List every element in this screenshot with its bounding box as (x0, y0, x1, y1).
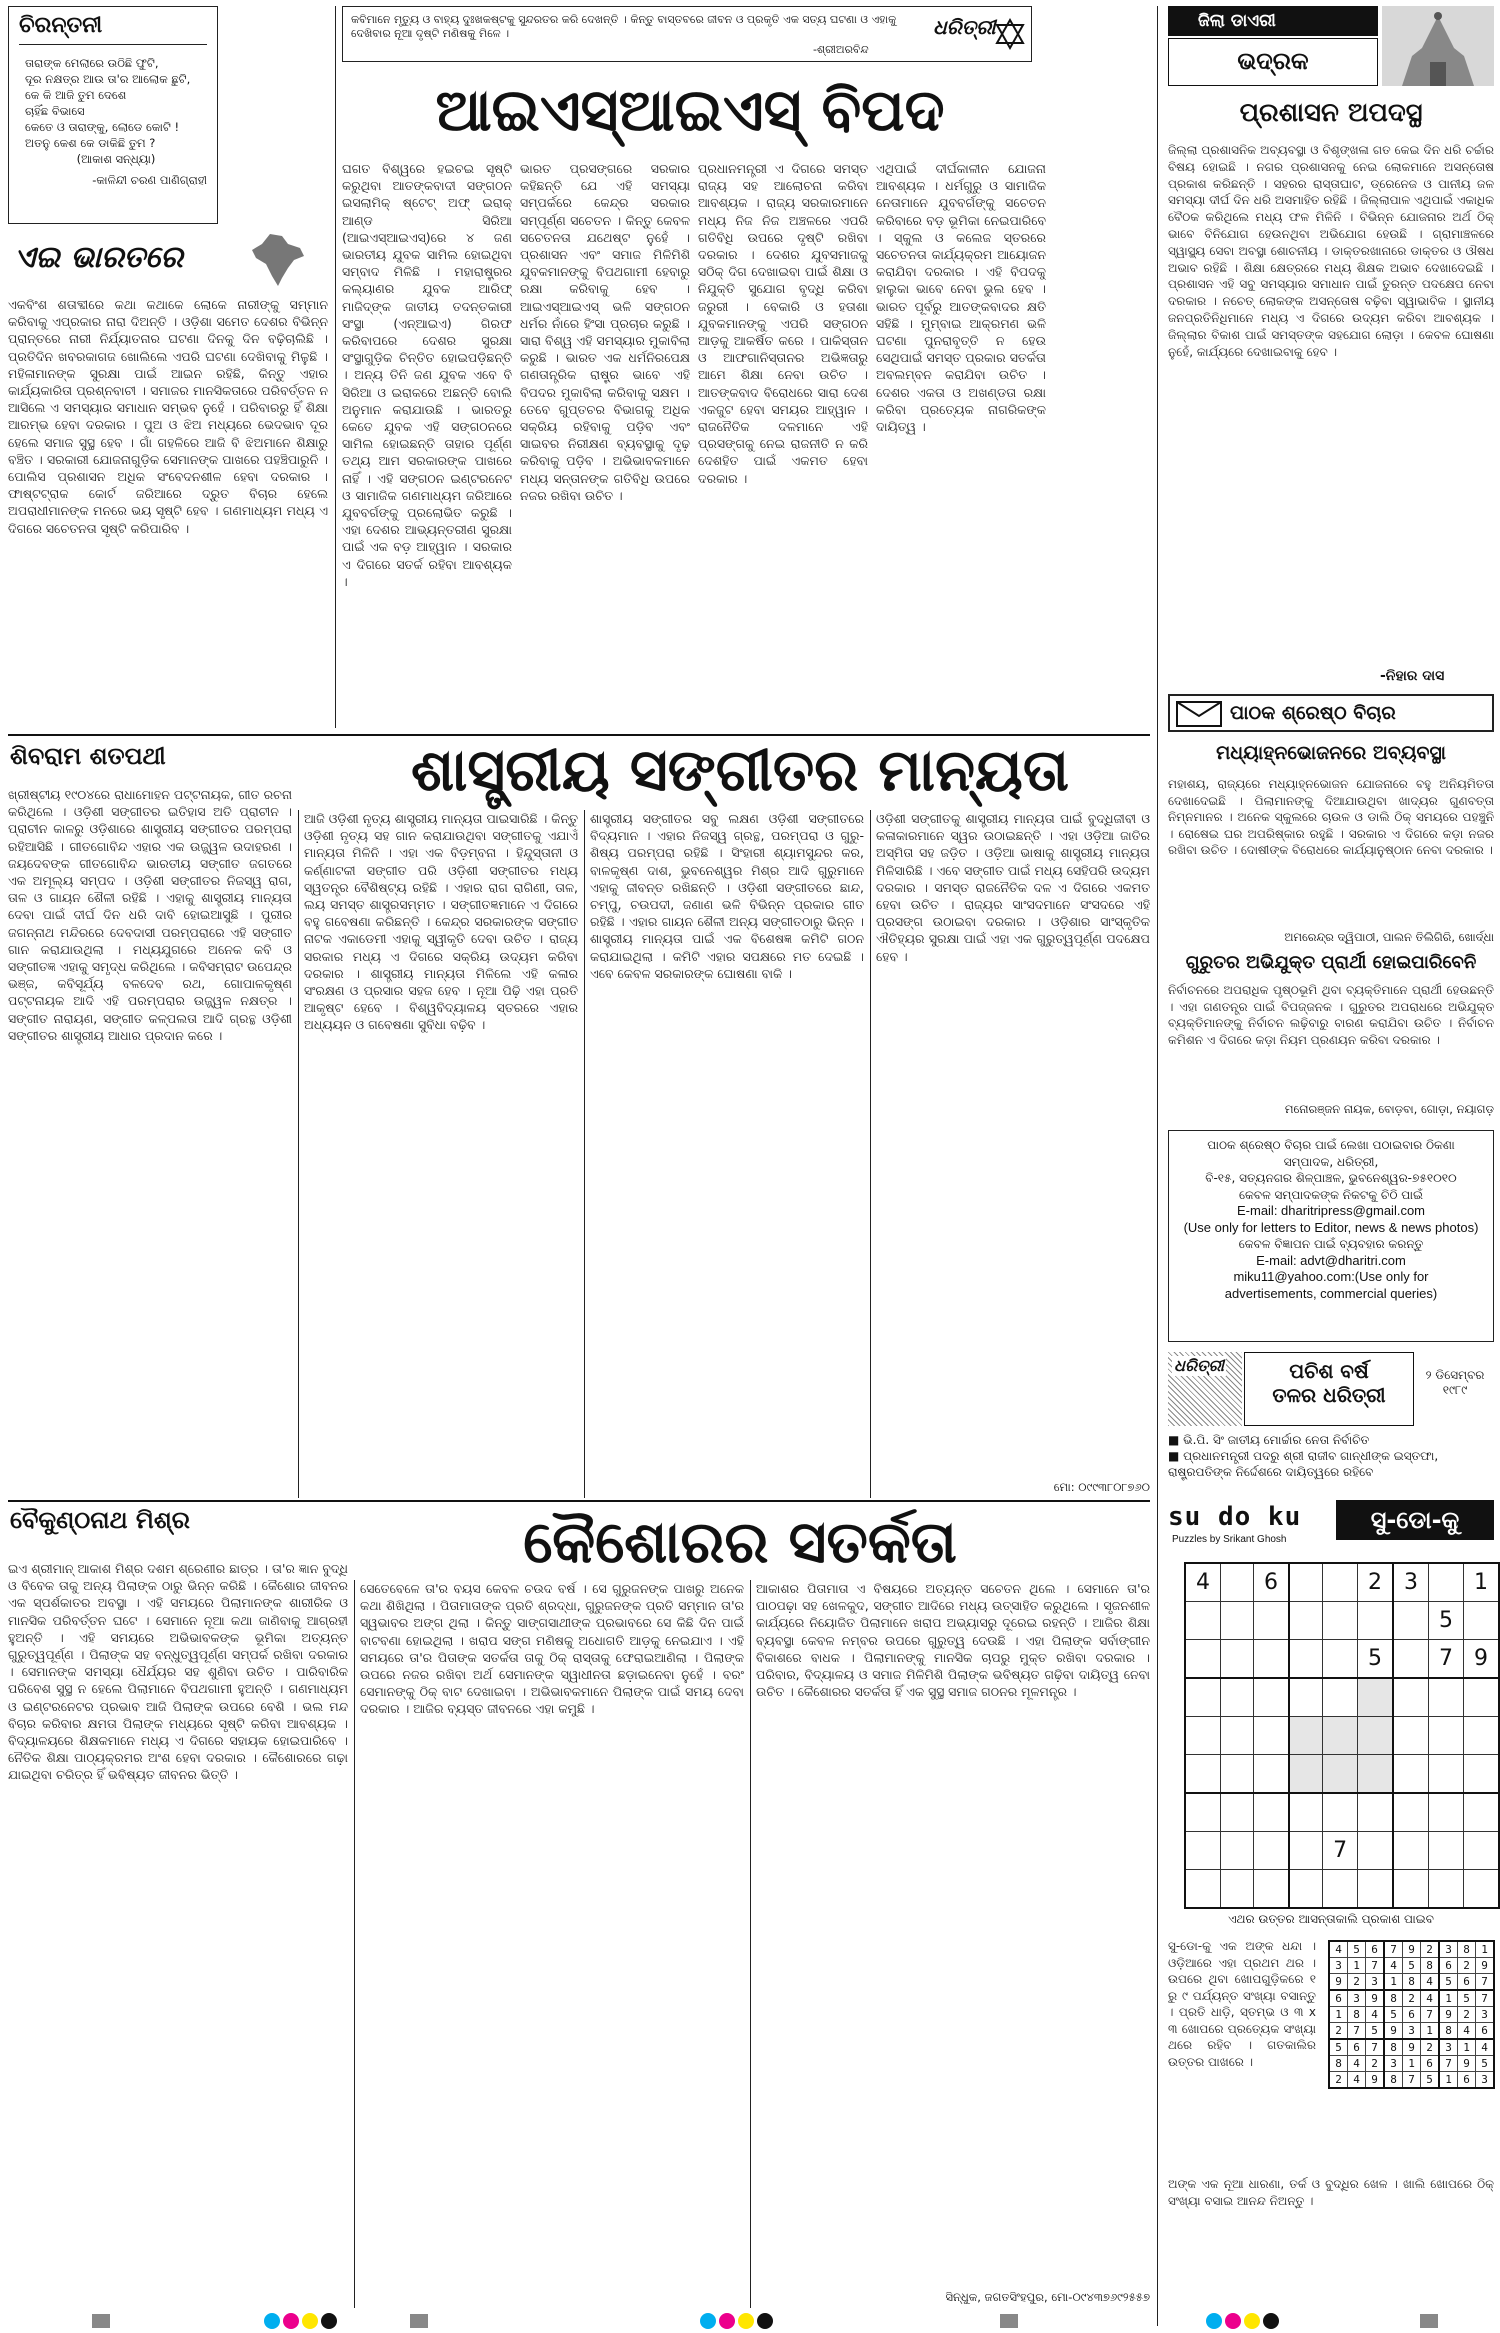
solution-cell: 8 (1403, 1974, 1421, 1991)
solution-cell: 3 (1439, 2039, 1458, 2056)
print-mark-gray (1000, 2314, 1018, 2328)
contact-email[interactable]: E-mail: dharitripress@gmail.com (1236, 1203, 1426, 1218)
sudoku-cell[interactable] (1289, 1793, 1323, 1832)
registration-black (321, 2313, 337, 2329)
sudoku-cell[interactable] (1254, 1755, 1289, 1794)
sudoku-cell[interactable] (1289, 1602, 1323, 1640)
registration-cyan (264, 2313, 280, 2329)
solution-cell: 8 (1421, 1958, 1440, 1974)
article2-footer: ମୋ: ୦୯୯୩୮୦୮୭୬୦ (1053, 1480, 1150, 1494)
sudoku-cell[interactable] (1254, 1640, 1289, 1679)
solution-cell: 6 (1458, 1974, 1476, 1991)
column-rule (750, 1580, 751, 2308)
district-body: ଜିଲ୍ଲା ପ୍ରଶାସନିକ ଅବ୍ୟବସ୍ଥା ଓ ବିଶୃଙ୍ଖଳା ଗତ କେଇ ଦିନ ଧରି ଚର୍ଚ୍ଚାର ବିଷୟ ହୋଇଛି । ନଗର ପ୍ରଶାସନକୁ ନେଇ ଲୋକମାନେ ଅସନ୍ତୋଷ ପ୍ରକାଶ କରିଛନ୍ତି । ସହରର ରାସ୍ତାଘାଟ, ଡ୍ରେନେଜ ଓ ପାନୀୟ ଜଳ ସମସ୍ୟା ଦୀର୍ଘ ଦିନ ଧରି ଅସମାହିତ ରହିଛି । ଜିଲ୍ଲାପାଳ ଏଥିପାଇଁ ଏକାଧିକ ବୈଠକ କରିଥିଲେ ମଧ୍ୟ ଫଳ ମିଳିନି । ବିଭିନ୍ନ ଯୋଜନାର ଅର୍ଥ ଠିକ୍ ଭାବେ ବିନିଯୋଗ ହେଉନଥିବା ଅଭିଯୋଗ ହେଉଛି । ଗ୍ରାମାଞ୍ଚଳରେ ସ୍ୱାସ୍ଥ୍ୟ ସେବା ଅବସ୍ଥା ଶୋଚନୀୟ । ଡାକ୍ତରଖାନାରେ ଡାକ୍ତର ଓ ଔଷଧ ଅଭାବ ରହିଛି । ଶିକ୍ଷା କ୍ଷେତ୍ରରେ ମଧ୍ୟ ଶିକ୍ଷକ ଅଭାବ ଦେଖାଦେଇଛି । ପ୍ରଶାସନ ଏହି ସବୁ ସମସ୍ୟାର ସମାଧାନ ପାଇଁ ତୁରନ୍ତ ପଦକ୍ଷେପ ନେବା ଦରକାର । ନଚେତ୍ ଲୋକଙ୍କ ଅସନ୍ତୋଷ ବଢ଼ିବା ସ୍ୱାଭାବିକ । ସ୍ଥାନୀୟ ଜନପ୍ରତିନିଧିମାନେ ମଧ୍ୟ ଏ ଦିଗରେ ଉଦ୍ୟମ କରିବା ଆବଶ୍ୟକ । ଜିଲ୍ଲାର ବିକାଶ ପାଇଁ ସମସ୍ତଙ୍କ ସହଯୋଗ ଲୋଡ଼ା । କେବଳ ଘୋଷଣା ନୁହେଁ, କାର୍ଯ୍ୟରେ ଦେଖାଇବାକୁ ହେବ । (1168, 143, 1494, 359)
archive-box (1168, 1352, 1494, 1426)
solution-cell: 2 (1421, 1941, 1440, 1958)
sudoku-row (1185, 1602, 1499, 1640)
sudoku-cell[interactable] (1393, 1755, 1428, 1794)
sudoku-cell[interactable] (1220, 1755, 1253, 1794)
sudoku-cell[interactable]: 5 (1428, 1602, 1463, 1640)
sudoku-cell[interactable] (1428, 1563, 1463, 1602)
sudoku-footer: ଅଙ୍କ ଏକ ନୂଆ ଧାରଣା, ତର୍କ ଓ ବୁଦ୍ଧିର ଖେଳ । ଖାଲି ଖୋପରେ ଠିକ୍ ସଂଖ୍ୟା ବସାଇ ଆନନ୍ଦ ନିଅନ୍ତୁ । (1168, 2177, 1494, 2208)
sudoku-cell[interactable] (1428, 1755, 1463, 1794)
sudoku-cell[interactable] (1358, 1870, 1393, 1909)
solution-row (1329, 1974, 1494, 1991)
column-rule (298, 810, 299, 1498)
solution-cell: 7 (1384, 1941, 1403, 1958)
solution-cell: 9 (1476, 1958, 1495, 1974)
solution-cell: 7 (1403, 2072, 1421, 2089)
sudoku-caption: ଏଥର ଉତ୍ତର ଆସନ୍ତାକାଲି ପ୍ରକାଶ ପାଇବ (1228, 1912, 1434, 1926)
sudoku-cell[interactable]: 2 (1358, 1563, 1393, 1602)
sudoku-cell[interactable] (1463, 1717, 1499, 1755)
solution-cell: 2 (1403, 1990, 1421, 2007)
letter2-body: ନିର୍ବାଚନରେ ଅପରାଧିକ ପୃଷ୍ଠଭୂମି ଥିବା ବ୍ୟକ୍ତିମାନେ ପ୍ରାର୍ଥୀ ହେଉଛନ୍ତି । ଏହା ଗଣତନ୍ତ୍ର ପାଇଁ ବିପଜ୍ଜନକ । ଗୁରୁତର ଅପରାଧରେ ଅଭିଯୁକ୍ତ ବ୍ୟକ୍ତିମାନଙ୍କୁ ନିର୍ବାଚନ ଲଢ଼ିବାରୁ ବାରଣ କରାଯିବା ଉଚିତ । ନିର୍ବାଚନ କମିଶନ ଏ ଦିଗରେ କଡ଼ା ନିୟମ ପ୍ରଣୟନ କରିବା ଦରକାର । (1168, 983, 1494, 1047)
archive-title-box (1244, 1352, 1414, 1426)
sudoku-cell[interactable] (1463, 1602, 1499, 1640)
contact-line: ସମ୍ପାଦକ, ଧରିତ୍ରୀ, (1283, 1154, 1379, 1169)
contact-line: ବି-୧୫, ସତ୍ୟନଗର ଶିଳ୍ପାଞ୍ଚଳ, ଭୁବନେଶ୍ୱର-୭୫୧୦୧୦ (1205, 1171, 1457, 1185)
contact-box (1168, 1130, 1494, 1342)
letter1-author: ଅମରେନ୍ଦ୍ର ଦ୍ୱିପାଠୀ, ପାଲନ ତିଲିଗିରି, ଖୋର୍ଦ୍ଧା (1284, 930, 1494, 944)
sudoku-cell[interactable] (1358, 1793, 1393, 1832)
sudoku-cell[interactable] (1185, 1678, 1220, 1717)
sudoku-cell[interactable] (1358, 1678, 1393, 1717)
registration-magenta (1225, 2313, 1241, 2329)
sudoku-cell[interactable]: 5 (1358, 1640, 1393, 1679)
district-author: -ନିହାର ଦାସ (1380, 668, 1445, 684)
sudoku-cell[interactable]: 7 (1323, 1832, 1358, 1870)
solution-cell: 6 (1458, 2072, 1476, 2089)
sudoku-cell[interactable] (1254, 1832, 1289, 1870)
sudoku-cell[interactable]: 4 (1185, 1563, 1220, 1602)
sudoku-cell[interactable]: 1 (1463, 1563, 1499, 1602)
solution-cell: 6 (1421, 2056, 1440, 2072)
sudoku-cell[interactable] (1185, 1832, 1220, 1870)
solution-cell: 9 (1366, 2072, 1385, 2089)
article1-headline: ଆଇଏସ୍ଆଇଏସ୍ ବିପଦ (435, 76, 945, 144)
article2-col2: ଆଜି ଓଡ଼ିଶୀ ନୃତ୍ୟ ଶାସ୍ତ୍ରୀୟ ମାନ୍ୟତା ପାଇସାରିଛି । କିନ୍ତୁ ଓଡ଼ିଶୀ ନୃତ୍ୟ ସହ ଗାନ କରାଯାଉଥିବା ସଙ୍ଗୀତକୁ ଏଯାଏଁ ମାନ୍ୟତା ମିଳିନି । ଏହା ଏକ ବିଡ଼ମ୍ବନା । ହିନ୍ଦୁସ୍ତାନୀ ଓ କର୍ଣ୍ଣାଟକୀ ସଙ୍ଗୀତ ପରି ଓଡ଼ିଶୀ ସଙ୍ଗୀତର ମଧ୍ୟ ସ୍ୱତନ୍ତ୍ର ବୈଶିଷ୍ଟ୍ୟ ରହିଛି । ଏହାର ରାଗ ରାଗିଣୀ, ତାଳ, ଲୟ ସମସ୍ତ ଶାସ୍ତ୍ରସମ୍ମତ । ସଙ୍ଗୀତଜ୍ଞମାନେ ଏ ଦିଗରେ ବହୁ ଗବେଷଣା କରିଛନ୍ତି । କେନ୍ଦ୍ର ସରକାରଙ୍କ ସଙ୍ଗୀତ ନାଟକ ଏକାଡେମୀ ଏହାକୁ ସ୍ୱୀକୃତି ଦେବା ଉଚିତ । ରାଜ୍ୟ ସରକାର ମଧ୍ୟ ଏ ଦିଗରେ ସକ୍ରିୟ ଉଦ୍ୟମ କରିବା ଦରକାର । ଶାସ୍ତ୍ରୀୟ ମାନ୍ୟତା ମିଳିଲେ ଏହି କଳାର ସଂରକ୍ଷଣ ଓ ପ୍ରସାର ସହଜ ହେବ । ନୂଆ ପିଢ଼ି ଏହା ପ୍ରତି ଆକୃଷ୍ଟ ହେବେ । ବିଶ୍ୱବିଦ୍ୟାଳୟ ସ୍ତରରେ ଏହାର ଅଧ୍ୟୟନ ଓ ଗବେଷଣା ସୁବିଧା ବଢ଼ିବ । (304, 811, 578, 1033)
article3-headline: କୈଶୋରର ସତର୍କତା (523, 1508, 957, 1576)
solution-row (1329, 2023, 1494, 2040)
sudoku-cell[interactable] (1289, 1640, 1323, 1679)
sudoku-cell[interactable]: 7 (1428, 1640, 1463, 1679)
sudoku-cell[interactable] (1323, 1640, 1358, 1679)
solution-cell: 2 (1458, 2007, 1476, 2023)
solution-cell: 4 (1348, 2056, 1366, 2072)
column-rule (1157, 6, 1158, 2326)
poem-line: ଅତନୁ କେଶ କେ ଡାକିଛି ତୁମ ? (25, 136, 156, 150)
sudoku-cell[interactable] (1254, 1870, 1289, 1909)
sudoku-rules: ସୁ-ଡୋ-କୁ ଏକ ଅଙ୍କ ଧନ୍ଦା । ଓଡ଼ିଆରେ ଏହା ପ୍ରଥମ ଥର । ଉପରେ ଥିବା ଖୋପଗୁଡ଼ିକରେ ୧ ରୁ ୯ ପର୍ଯ୍ୟନ୍ତ ସଂଖ୍ୟା ବସାନ୍ତୁ । ପ୍ରତି ଧାଡ଼ି, ସ୍ତମ୍ଭ ଓ ୩ x ୩ ଖୋପରେ ପ୍ରତ୍ୟେକ ସଂଖ୍ୟା ଥରେ ରହିବ । ଗତକାଲିର ଉତ୍ତର ପାଖରେ । (1168, 1939, 1316, 2069)
archive-item (1168, 1432, 1494, 1480)
registration-cyan (1206, 2313, 1222, 2329)
solution-cell: 5 (1366, 2023, 1385, 2040)
contact-line: ପାଠକ ଶ୍ରେଷ୍ଠ ବିଚାର ପାଇଁ ଲେଖା ପଠାଇବାର ଠିକଣା (1207, 1138, 1455, 1152)
solution-cell: 1 (1439, 1990, 1458, 2007)
sudoku-cell[interactable] (1463, 1793, 1499, 1832)
sudoku-cell[interactable] (1428, 1832, 1463, 1870)
solution-cell: 1 (1403, 2056, 1421, 2072)
archive-logo: ଧରିତ୍ରୀ (1174, 1356, 1224, 1375)
solution-row (1329, 1990, 1494, 2007)
sudoku-cell[interactable] (1323, 1717, 1358, 1755)
contact-email[interactable]: miku11@yahoo.com:(Use only for (1233, 1269, 1429, 1284)
solution-cell: 5 (1329, 2039, 1348, 2056)
sudoku-row (1185, 1640, 1499, 1679)
solution-cell: 4 (1384, 1958, 1403, 1974)
sudoku-cell[interactable] (1220, 1793, 1253, 1832)
sudoku-cell[interactable] (1323, 1563, 1358, 1602)
sudoku-cell[interactable] (1289, 1563, 1323, 1602)
archive-date: ୨ ଡିସେମ୍ବର ୧୯୮୯ (1425, 1368, 1485, 1397)
sudoku-cell[interactable] (1185, 1793, 1220, 1832)
solution-cell: 6 (1366, 1941, 1385, 1958)
solution-cell: 3 (1329, 1958, 1348, 1974)
solution-cell: 3 (1366, 1974, 1385, 1991)
solution-cell: 3 (1476, 2072, 1495, 2089)
solution-cell: 4 (1366, 2007, 1385, 2023)
sudoku-cell[interactable] (1220, 1832, 1253, 1870)
solution-cell: 9 (1458, 2056, 1476, 2072)
star-emblem-icon (993, 17, 1027, 51)
archive-item-text: ପ୍ରଧାନମନ୍ତ୍ରୀ ପଦରୁ ଶ୍ରୀ ରାଜୀବ ଗାନ୍ଧୀଙ୍କ ଇସ୍ତଫା, ରାଷ୍ଟ୍ରପତିଙ୍କ ନିର୍ଦ୍ଦେଶରେ ଦାୟିତ୍ୱରେ ରହିବେ (1168, 1449, 1439, 1479)
contact-email[interactable]: E-mail: advt@dharitri.com (1256, 1252, 1406, 1268)
article3-footer: ସିନ୍ଧୁକ, ଜଗତସିଂହପୁର, ମୋ-୦୯୪୩୭୬୯୨୫୫୭ (945, 2290, 1150, 2304)
solution-row (1329, 2007, 1494, 2023)
solution-cell: 1 (1458, 2039, 1476, 2056)
sudoku-cell[interactable] (1463, 1755, 1499, 1794)
solution-row (1329, 1958, 1494, 1974)
sudoku-cell[interactable] (1185, 1640, 1220, 1679)
article1-col1: ଘଗତ ବିଶ୍ୱରେ ହଇଚଇ ସୃଷ୍ଟି କରୁଥିବା ଆତଙ୍କବାଦୀ ସଙ୍ଗଠନ ଇସଲାମିକ୍ ଷ୍ଟେଟ୍ ଅଫ୍ ଇରାକ୍ ଆଣ୍ଡ ସିରିଆ (ଆଇଏସ୍ଆଇଏସ୍)ରେ ୪ ଜଣ ଭାରତୀୟ ଯୁବକ ସାମିଲ ହୋଇଥିବା ସମ୍ବାଦ ମିଳିଛି । ମହାରାଷ୍ଟ୍ରର କଲ୍ୟାଣର ଯୁବକ ଆରିଫ୍ ମାଜିଦ୍‌ଙ୍କ ଜାତୀୟ ତଦନ୍ତକାରୀ ସଂସ୍ଥା (ଏନ୍ଆଇଏ) ଗିରଫ କରିବାପରେ ଦେଶର ସୁରକ୍ଷା ସଂସ୍ଥାଗୁଡ଼ିକ ଚିନ୍ତିତ ହୋଇପଡ଼ିଛନ୍ତି । ଅନ୍ୟ ତିନି ଜଣ ଯୁବକ ଏବେ ବି ସିରିଆ ଓ ଇରାକରେ ଅଛନ୍ତି ବୋଲି ଅନୁମାନ କରାଯାଉଛି । ଭାରତରୁ କେତେ ଯୁବକ ଏହି ସଙ୍ଗଠନରେ ସାମିଲ ହୋଇଛନ୍ତି ତାହାର ପୂର୍ଣ୍ଣ ତଥ୍ୟ ଆମ ସରକାରଙ୍କ ପାଖରେ ନାହିଁ । ଏହି ସଙ୍ଗଠନ ଇଣ୍ଟରନେଟ ଓ ସାମାଜିକ ଗଣମାଧ୍ୟମ ଜରିଆରେ ଯୁବବର୍ଗଙ୍କୁ ପ୍ରଲୋଭିତ କରୁଛି । ଏହା ଦେଶର ଆଭ୍ୟନ୍ତରୀଣ ସୁରକ୍ଷା ପାଇଁ ଏକ ବଡ଼ ଆହ୍ୱାନ । ସରକାର ଏ ଦିଗରେ ସତର୍କ ରହିବା ଆବଶ୍ୟକ । (342, 161, 512, 589)
sudoku-cell[interactable] (1428, 1793, 1463, 1832)
solution-row (1329, 2056, 1494, 2072)
sudoku-logo-en: su do ku (1168, 1502, 1302, 1532)
registration-yellow (1244, 2313, 1260, 2329)
poem-author: -କାଳିନ୍ଦୀ ଚରଣ ପାଣିଗ୍ରାହୀ (92, 173, 207, 187)
registration-black (757, 2313, 773, 2329)
column-rule (335, 6, 336, 728)
sudoku-row (1185, 1755, 1499, 1794)
registration-black (1263, 2313, 1279, 2329)
sudoku-cell[interactable] (1393, 1832, 1428, 1870)
sudoku-cell[interactable] (1428, 1678, 1463, 1717)
column-rule (584, 810, 585, 1498)
letter1-body: ମହାଶୟ, ରାଜ୍ୟରେ ମଧ୍ୟାହ୍ନଭୋଜନ ଯୋଜନାରେ ବହୁ ଅନିୟମିତତା ଦେଖାଦେଇଛି । ପିଲାମାନଙ୍କୁ ଦିଆଯାଉଥିବା ଖାଦ୍ୟର ଗୁଣବତ୍ତା ନିମ୍ନମାନର । ଅନେକ ସ୍କୁଲରେ ଚାଉଳ ଓ ଡାଲି ଠିକ୍ ସମୟରେ ପହଞ୍ଚୁନି । ରୋଷେଇ ଘର ଅପରିଷ୍କାର ରହୁଛି । ସରକାର ଏ ଦିଗରେ କଡ଼ା ନଜର ରଖିବା ଉଚିତ । ଦୋଷୀଙ୍କ ବିରୋଧରେ କାର୍ଯ୍ୟାନୁଷ୍ଠାନ ନେବା ଦରକାର । (1168, 777, 1494, 857)
solution-cell: 6 (1329, 1990, 1348, 2007)
solution-cell: 5 (1403, 1958, 1421, 1974)
sudoku-credit: Puzzles by Srikant Ghosh (1172, 1534, 1287, 1545)
top-quote-author: -ଶ୍ରୀଅରବିନ୍ଦ (813, 43, 869, 56)
ebharat-header (8, 232, 328, 292)
sudoku-cell[interactable] (1393, 1717, 1428, 1755)
sudoku-cell[interactable] (1220, 1717, 1253, 1755)
solution-cell: 6 (1439, 1958, 1458, 1974)
sudoku-solution-grid (1328, 1940, 1495, 2089)
sudoku-cell[interactable] (1220, 1563, 1253, 1602)
sudoku-logo-or: ସୁ-ଡୋ-କୁ (1336, 1500, 1494, 1540)
solution-cell: 1 (1384, 1974, 1403, 1991)
letter2-author: ମନୋରଞ୍ଜନ ନାୟକ, ବୋଡ଼ବା, ଗୋଡ଼ା, ନୟାଗଡ଼ (1284, 1102, 1494, 1116)
solution-cell: 2 (1348, 1974, 1366, 1991)
solution-cell: 2 (1421, 2039, 1440, 2056)
contact-line: କେବଳ ସମ୍ପାଦକଙ୍କ ନିକଟକୁ ଚିଠି ପାଇଁ (1239, 1187, 1423, 1202)
article2-headline: ଶାସ୍ତ୍ରୀୟ ସଙ୍ଗୀତର ମାନ୍ୟତା (411, 736, 1069, 804)
ebharat-title: ଏଇ ଭାରତରେ (14, 240, 183, 275)
solution-cell: 4 (1329, 1941, 1348, 1958)
sudoku-row (1185, 1563, 1499, 1602)
solution-cell: 7 (1476, 1974, 1495, 1991)
poem-title: ଚିରନ୍ତନୀ (19, 13, 207, 45)
solution-cell: 1 (1329, 2007, 1348, 2023)
sudoku-cell[interactable] (1463, 1870, 1499, 1909)
solution-cell: 2 (1366, 2056, 1385, 2072)
article2-col4: ଓଡ଼ିଶୀ ସଙ୍ଗୀତକୁ ଶାସ୍ତ୍ରୀୟ ମାନ୍ୟତା ପାଇଁ ବୁଦ୍ଧିଜୀବୀ ଓ କଳାକାରମାନେ ସ୍ୱର ଉଠାଇଛନ୍ତି । ଏହା ଓଡ଼ିଆ ଜାତିର ଅସ୍ମିତା ସହ ଜଡ଼ିତ । ଓଡ଼ିଆ ଭାଷାକୁ ଶାସ୍ତ୍ରୀୟ ମାନ୍ୟତା ମିଳିସାରିଛି । ଏବେ ସଙ୍ଗୀତ ପାଇଁ ମଧ୍ୟ ସେହିପରି ଉଦ୍ୟମ ଦରକାର । ସମସ୍ତ ରାଜନୈତିକ ଦଳ ଏ ଦିଗରେ ଏକମତ ହେବା ଉଚିତ । ରାଜ୍ୟର ସାଂସଦମାନେ ସଂସଦରେ ଏହି ପ୍ରସଙ୍ଗ ଉଠାଇବା ଦରକାର । ଓଡ଼ିଶାର ସାଂସ୍କୃତିକ ଐତିହ୍ୟର ସୁରକ୍ଷା ପାଇଁ ଏହା ଏକ ଗୁରୁତ୍ୱପୂର୍ଣ୍ଣ ପଦକ୍ଷେପ ହେବ । (876, 811, 1150, 964)
registration-yellow (302, 2313, 318, 2329)
archive-title2: ତଳର ଧରିତ୍ରୀ (1272, 1383, 1386, 1407)
sudoku-cell[interactable] (1254, 1602, 1289, 1640)
district-diary-label-text: ଜିଲା ଡାଏରୀ (1198, 11, 1276, 31)
registration-yellow (738, 2313, 754, 2329)
solution-cell: 9 (1366, 1990, 1385, 2007)
sudoku-cell[interactable] (1185, 1870, 1220, 1909)
solution-cell: 4 (1421, 1990, 1440, 2007)
solution-cell: 7 (1366, 1958, 1385, 1974)
district-name-box (1168, 38, 1378, 86)
solution-cell: 8 (1439, 2023, 1458, 2040)
column-rule (870, 810, 871, 1498)
solution-cell: 9 (1403, 2039, 1421, 2056)
solution-cell: 3 (1439, 1941, 1458, 1958)
column-rule (354, 1580, 355, 2308)
sudoku-cell[interactable] (1289, 1870, 1323, 1909)
sudoku-cell[interactable] (1289, 1832, 1323, 1870)
solution-cell: 7 (1366, 2039, 1385, 2056)
solution-cell: 2 (1329, 2072, 1348, 2089)
district-name: ଭଦ୍ରକ (1237, 47, 1309, 75)
sudoku-row (1185, 1870, 1499, 1909)
solution-cell: 1 (1421, 2023, 1440, 2040)
sudoku-cell[interactable] (1358, 1832, 1393, 1870)
poem-lines (25, 55, 207, 167)
sudoku-cell[interactable] (1428, 1870, 1463, 1909)
sudoku-cell[interactable] (1289, 1678, 1323, 1717)
solution-cell: 7 (1439, 2056, 1458, 2072)
sudoku-cell[interactable] (1254, 1717, 1289, 1755)
solution-cell: 3 (1348, 1990, 1366, 2007)
solution-cell: 6 (1348, 2039, 1366, 2056)
sudoku-cell[interactable] (1358, 1755, 1393, 1794)
solution-cell: 7 (1348, 2023, 1366, 2040)
article2-col1: ଖ୍ରୀଷ୍ଟୀୟ ୧୯୦୪ରେ ରାଧାମୋହନ ପଟ୍ଟନାୟକ, ଗୀତ ରଚନା କରିଥିଲେ । ଓଡ଼ିଶୀ ସଙ୍ଗୀତର ଇତିହାସ ଅତି ପ୍ରାଚୀନ । ପ୍ରାଚୀନ କାଳରୁ ଓଡ଼ିଶାରେ ଶାସ୍ତ୍ରୀୟ ସଙ୍ଗୀତର ପରମ୍ପରା ରହିଆସିଛି । ଗୀତଗୋବିନ୍ଦ ଏହାର ଏକ ଉଜ୍ଜ୍ୱଳ ଉଦାହରଣ । ଜୟଦେବଙ୍କ ଗୀତଗୋବିନ୍ଦ ଭାରତୀୟ ସଙ୍ଗୀତ ଜଗତରେ ଏକ ଅମୂଲ୍ୟ ସମ୍ପଦ । ଓଡ଼ିଶୀ ସଙ୍ଗୀତର ନିଜସ୍ୱ ରାଗ, ତାଳ ଓ ଗାୟନ ଶୈଳୀ ରହିଛି । ଏହାକୁ ଶାସ୍ତ୍ରୀୟ ମାନ୍ୟତା ଦେବା ପାଇଁ ଦୀର୍ଘ ଦିନ ଧରି ଦାବି ହୋଇଆସୁଛି । ପୁରୀର ଜଗନ୍ନାଥ ମନ୍ଦିରରେ ଦେବଦାସୀ ପରମ୍ପରାରେ ଏହି ସଙ୍ଗୀତ ଗାନ କରାଯାଉଥିଲା । ମଧ୍ୟଯୁଗରେ ଅନେକ କବି ଓ ସଙ୍ଗୀତଜ୍ଞ ଏହାକୁ ସମୃଦ୍ଧ କରିଥିଲେ । କବିସମ୍ରାଟ ଉପେନ୍ଦ୍ର ଭଞ୍ଜ, କବିସୂର୍ଯ୍ୟ ବଳଦେବ ରଥ, ଗୋପାଳକୃଷ୍ଣ ପଟ୍ଟନାୟକ ଆଦି ଏହି ପରମ୍ପରାର ଉଜ୍ଜ୍ୱଳ ନକ୍ଷତ୍ର । ସଙ୍ଗୀତ ନାରାୟଣ, ସଙ୍ଗୀତ କଳ୍ପଲତା ଆଦି ଗ୍ରନ୍ଥ ଓଡ଼ିଶୀ ସଙ୍ଗୀତର ଶାସ୍ତ୍ରୀୟ ଆଧାର ପ୍ରଦାନ କରେ । (8, 787, 292, 1043)
district-diary-label (1168, 6, 1378, 36)
poem-line: କେ କି ଆଜି ତୁମ ଦେଶେ (25, 88, 127, 102)
sudoku-cell[interactable] (1220, 1678, 1253, 1717)
print-mark-gray (410, 2314, 428, 2328)
solution-cell: 7 (1476, 1990, 1495, 2007)
sudoku-row (1185, 1678, 1499, 1717)
solution-cell: 9 (1384, 2023, 1403, 2040)
sudoku-cell[interactable] (1358, 1717, 1393, 1755)
district-headline: ପ୍ରଶାସନ ଅପଦସ୍ଥ (1239, 98, 1423, 128)
letters-banner (1168, 694, 1494, 732)
solution-cell: 4 (1421, 1974, 1440, 1991)
solution-cell: 8 (1329, 2056, 1348, 2072)
sudoku-cell[interactable] (1220, 1870, 1253, 1909)
contact-line: କେବଳ ବିଜ୍ଞାପନ ପାଇଁ ବ୍ୟବହାର କରନ୍ତୁ (1238, 1237, 1424, 1251)
article3-col3: ଆକାଶର ପିତାମାତା ଏ ବିଷୟରେ ଅତ୍ୟନ୍ତ ସଚେତନ ଥିଲେ । ସେମାନେ ତା'ର ପାଠପଢ଼ା ସହ ଖେଳକୁଦ, ସଙ୍ଗୀତ ଆଦିରେ ମଧ୍ୟ ଉତ୍ସାହିତ କରୁଥିଲେ । ସୃଜନଶୀଳ କାର୍ଯ୍ୟରେ ନିୟୋଜିତ ପିଲାମାନେ ଖରାପ ଅଭ୍ୟାସରୁ ଦୂରେଇ ରହନ୍ତି । ଆଜିର ଶିକ୍ଷା ବ୍ୟବସ୍ଥା କେବଳ ନମ୍ବର ଉପରେ ଗୁରୁତ୍ୱ ଦେଉଛି । ଏହା ପିଲାଙ୍କ ସର୍ବାଙ୍ଗୀନ ବିକାଶରେ ବାଧକ । ପିଲାମାନଙ୍କୁ ମାନସିକ ଚାପରୁ ମୁକ୍ତ ରଖିବା ଦରକାର । ପରିବାର, ବିଦ୍ୟାଳୟ ଓ ସମାଜ ମିଳିମିଶି ପିଲାଙ୍କ ଭବିଷ୍ୟତ ଗଢ଼ିବା ଦାୟିତ୍ୱ ନେବା ଉଚିତ । କୈଶୋରର ସତର୍କତା ହିଁ ଏକ ସୁସ୍ଥ ସମାଜ ଗଠନର ମୂଳମନ୍ତ୍ର । (756, 1581, 1150, 1700)
print-mark-gray (1420, 2314, 1438, 2328)
envelope-icon (1176, 701, 1222, 727)
sudoku-row (1185, 1793, 1499, 1832)
archive-item-text: ଭି.ପି. ସିଂ ଜାତୀୟ ମୋର୍ଚ୍ଚାର ନେତା ନିର୍ବାଚିତ (1183, 1433, 1370, 1447)
top-quote-box (342, 6, 1032, 62)
solution-cell: 8 (1384, 1990, 1403, 2007)
sudoku-grid (1184, 1562, 1500, 1909)
sudoku-cell[interactable] (1220, 1602, 1253, 1640)
sudoku-cell[interactable]: 9 (1463, 1640, 1499, 1679)
solution-cell: 5 (1348, 1941, 1366, 1958)
solution-cell: 2 (1329, 2023, 1348, 2040)
section-rule (8, 1500, 1150, 1502)
solution-cell: 9 (1439, 2007, 1458, 2023)
archive-item-2: ■ ପ୍ରଧାନମନ୍ତ୍ରୀ ପଦରୁ ଶ୍ରୀ ରାଜୀବ ଗାନ୍ଧୀଙ୍କ ଇସ୍ତଫା, ରାଷ୍ଟ୍ରପତିଙ୍କ ନିର୍ଦ୍ଦେଶରେ ଦାୟିତ୍ୱରେ ରହିବେ (1168, 1449, 1439, 1479)
sudoku-row (1185, 1717, 1499, 1755)
solution-cell: 5 (1458, 1990, 1476, 2007)
sudoku-cell[interactable] (1393, 1640, 1428, 1679)
solution-cell: 1 (1439, 2072, 1458, 2089)
solution-cell: 4 (1348, 2072, 1366, 2089)
article2-col3: ଶାସ୍ତ୍ରୀୟ ସଙ୍ଗୀତର ସବୁ ଲକ୍ଷଣ ଓଡ଼ିଶୀ ସଙ୍ଗୀତରେ ବିଦ୍ୟମାନ । ଏହାର ନିଜସ୍ୱ ଗ୍ରନ୍ଥ, ପରମ୍ପରା ଓ ଗୁରୁ-ଶିଷ୍ୟ ପରମ୍ପରା ରହିଛି । ସିଂହାରୀ ଶ୍ୟାମସୁନ୍ଦର କର, ବାଳକୃଷ୍ଣ ଦାଶ, ଭୁବନେଶ୍ୱର ମିଶ୍ର ଆଦି ଗୁରୁମାନେ ଏହାକୁ ଜୀବନ୍ତ ରଖିଛନ୍ତି । ଓଡ଼ିଶୀ ସଙ୍ଗୀତରେ ଛାନ୍ଦ, ଚମ୍ପୁ, ଚଉପଦୀ, ଜଣାଣ ଭଳି ବିଭିନ୍ନ ପ୍ରକାର ଗୀତ ରହିଛି । ଏହାର ଗାୟନ ଶୈଳୀ ଅନ୍ୟ ସଙ୍ଗୀତଠାରୁ ଭିନ୍ନ । ଶାସ୍ତ୍ରୀୟ ମାନ୍ୟତା ପାଇଁ ଏକ ବିଶେଷଜ୍ଞ କମିଟି ଗଠନ କରାଯାଇଥିଲା । କମିଟି ଏହାର ସପକ୍ଷରେ ମତ ଦେଇଛି । ଏବେ କେବଳ ସରକାରଙ୍କ ଘୋଷଣା ବାକି । (590, 811, 864, 981)
sudoku-cell[interactable] (1358, 1602, 1393, 1640)
solution-cell: 6 (1476, 2023, 1495, 2040)
article1-col3: ପ୍ରଧାନମନ୍ତ୍ରୀ ଏ ଦିଗରେ ସମସ୍ତ ରାଜ୍ୟ ସହ ଆଲୋଚନା କରିବା ଆବଶ୍ୟକ । ରାଜ୍ୟ ସରକାରମାନେ ମଧ୍ୟ ନିଜ ନିଜ ଅଞ୍ଚଳରେ ଏପରି ଗତିବିଧି ଉପରେ ଦୃଷ୍ଟି ରଖିବା ଦରକାର । ଦେଶର ଯୁବସମାଜକୁ ସଠିକ୍ ଦିଗ ଦେଖାଇବା ପାଇଁ ଶିକ୍ଷା ଓ ନିଯୁକ୍ତି ସୁଯୋଗ ବୃଦ୍ଧି କରିବା ଜରୁରୀ । ବେକାରି ଓ ହତାଶା ଯୁବକମାନଙ୍କୁ ଏପରି ସଙ୍ଗଠନ ଆଡ଼କୁ ଆକର୍ଷିତ କରେ । ପାକିସ୍ତାନ ଓ ଆଫଗାନିସ୍ତାନର ଅଭିଜ୍ଞତାରୁ ଆମେ ଶିକ୍ଷା ନେବା ଉଚିତ । ଆତଙ୍କବାଦ ବିରୋଧରେ ସାରା ଦେଶ ଏକଜୁଟ ହେବା ସମୟର ଆହ୍ୱାନ । ରାଜନୈତିକ ଦଳମାନେ ଏହି ପ୍ରସଙ୍ଗକୁ ନେଇ ରାଜନୀତି ନ କରି ଦେଶହିତ ପାଇଁ ଏକମତ ହେବା ଦରକାର । (698, 161, 868, 486)
sudoku-cell[interactable] (1428, 1717, 1463, 1755)
solution-cell: 2 (1458, 1958, 1476, 1974)
article1-col4: ଏଥିପାଇଁ ଦୀର୍ଘକାଳୀନ ଯୋଜନା ଆବଶ୍ୟକ । ଧର୍ମଗୁରୁ ଓ ସାମାଜିକ ନେତାମାନେ ଯୁବବର୍ଗଙ୍କୁ ସଚେତନ କରିବାରେ ବଡ଼ ଭୂମିକା ନେଇପାରିବେ । ସ୍କୁଲ ଓ କଲେଜ ସ୍ତରରେ ସଚେତନତା କାର୍ଯ୍ୟକ୍ରମ ଆୟୋଜନ କରାଯିବା ଦରକାର । ଏହି ବିପଦକୁ ହାଲୁକା ଭାବେ ନେବା ଭୁଲ ହେବ । ଭାରତ ପୂର୍ବରୁ ଆତଙ୍କବାଦର କ୍ଷତି ସହିଛି । ମୁମ୍ବାଇ ଆକ୍ରମଣ ଭଳି ଘଟଣା ପୁନରାବୃତ୍ତି ନ ହେଉ ସେଥିପାଇଁ ସମସ୍ତ ପ୍ରକାର ସତର୍କତା ଅବଲମ୍ବନ କରାଯିବା ଉଚିତ । ଦେଶର ଏକତା ଓ ଅଖଣ୍ଡତା ରକ୍ଷା କରିବା ପ୍ରତ୍ୟେକ ନାଗରିକଙ୍କ ଦାୟିତ୍ୱ । (876, 161, 1046, 435)
poem-line: ତାରାଙ୍କ ମେଲାରେ ଉଠିଛି ଫୁଟି, (25, 56, 159, 70)
article1-col2: ଭାରତ ପ୍ରସଙ୍ଗରେ ସରକାର କହିଛନ୍ତି ଯେ ଏହି ସମସ୍ୟା ସମ୍ପର୍କରେ କେନ୍ଦ୍ର ସରକାର ସମ୍ପୂର୍ଣ୍ଣ ସଚେତନ । କିନ୍ତୁ କେବଳ ସଚେତନତା ଯଥେଷ୍ଟ ନୁହେଁ । ପ୍ରଶାସନ ଏବଂ ସମାଜ ମିଳିମିଶି ଯୁବକମାନଙ୍କୁ ବିପଥଗାମୀ ହେବାରୁ ରକ୍ଷା କରିବାକୁ ହେବ । ଆଇଏସ୍ଆଇଏସ୍ ଭଳି ସଙ୍ଗଠନ ଧର୍ମର ନାଁରେ ହିଂସା ପ୍ରଚାର କରୁଛି । ସାରା ବିଶ୍ୱ ଏହି ସମସ୍ୟାର ମୁକାବିଲା କରୁଛି । ଭାରତ ଏକ ଧର୍ମନିରପେକ୍ଷ ଗଣତାନ୍ତ୍ରିକ ରାଷ୍ଟ୍ର ଭାବେ ଏହି ବିପଦର ମୁକାବିଲା କରିବାକୁ ସକ୍ଷମ । ତେବେ ଗୁପ୍ତଚର ବିଭାଗକୁ ଅଧିକ ସକ୍ରିୟ ରହିବାକୁ ପଡ଼ିବ ଏବଂ ସାଇବର ନିରୀକ୍ଷଣ ବ୍ୟବସ୍ଥାକୁ ଦୃଢ଼ କରିବାକୁ ପଡ଼ିବ । ଅଭିଭାବକମାନେ ମଧ୍ୟ ସନ୍ତାନଙ୍କ ଗତିବିଧି ଉପରେ ନଜର ରଖିବା ଉଚିତ । (520, 161, 690, 503)
temple-photo (1382, 6, 1494, 86)
registration-magenta (719, 2313, 735, 2329)
sudoku-cell[interactable] (1185, 1755, 1220, 1794)
solution-cell: 7 (1421, 2007, 1440, 2023)
sudoku-cell[interactable] (1463, 1678, 1499, 1717)
contact-note: (Use only for letters to Editor, news & news photos) (1183, 1219, 1479, 1235)
solution-cell: 9 (1329, 1974, 1348, 1991)
sudoku-cell[interactable] (1323, 1755, 1358, 1794)
dharitri-logo: ଧରିତ୍ରୀ (933, 15, 996, 39)
letter2-title: ଗୁରୁତର ଅଭିଯୁକ୍ତ ପ୍ରାର୍ଥୀ ହୋଇପାରିବେନି (1185, 952, 1477, 973)
sudoku-cell[interactable] (1323, 1602, 1358, 1640)
solution-cell: 8 (1384, 2072, 1403, 2089)
sudoku-header (1166, 1500, 1494, 1548)
solution-cell: 5 (1439, 1974, 1458, 1991)
letters-banner-text: ପାଠକ ଶ୍ରେଷ୍ଠ ବିଚାର (1230, 702, 1396, 724)
registration-magenta (283, 2313, 299, 2329)
poem-line: (ଆକାଶ ସନ୍ଧ୍ୟା) (76, 152, 156, 166)
registration-cyan (700, 2313, 716, 2329)
solution-cell: 8 (1384, 2039, 1403, 2056)
archive-title1: ପଚିଶ ବର୍ଷ (1289, 1359, 1369, 1383)
solution-row (1329, 2072, 1494, 2089)
sudoku-cell[interactable] (1393, 1870, 1428, 1909)
solution-cell: 1 (1476, 1941, 1495, 1958)
solution-cell: 8 (1458, 1941, 1476, 1958)
sudoku-cell[interactable] (1323, 1793, 1358, 1832)
solution-cell: 3 (1384, 2056, 1403, 2072)
solution-row (1329, 1941, 1494, 1958)
solution-cell: 4 (1458, 2023, 1476, 2040)
solution-cell: 1 (1348, 1958, 1366, 1974)
sudoku-cell[interactable] (1323, 1870, 1358, 1909)
sudoku-cell[interactable] (1463, 1832, 1499, 1870)
sudoku-cell[interactable] (1220, 1640, 1253, 1679)
solution-row (1329, 2039, 1494, 2056)
sudoku-cell[interactable] (1393, 1678, 1428, 1717)
sudoku-row (1185, 1832, 1499, 1870)
poem-line: ଦୂର ନକ୍ଷତ୍ର ଆଉ ତା'ର ଆଲୋକ ଛୁଟି, (25, 72, 191, 86)
sudoku-cell[interactable] (1185, 1717, 1220, 1755)
sudoku-cell[interactable] (1254, 1793, 1289, 1832)
sudoku-cell[interactable] (1289, 1717, 1323, 1755)
archive-item-1: ■ ଭି.ପି. ସିଂ ଜାତୀୟ ମୋର୍ଚ୍ଚାର ନେତା ନିର୍ବାଚିତ (1168, 1433, 1370, 1447)
solution-cell: 5 (1476, 2056, 1495, 2072)
sudoku-cell[interactable] (1289, 1755, 1323, 1794)
article3-col1: ଇଏ ଶ୍ରୀମାନ୍ ଆକାଶ ମିଶ୍ର ଦଶମ ଶ୍ରେଣୀର ଛାତ୍ର । ତା'ର ଜ୍ଞାନ ବୁଦ୍ଧି ଓ ବିବେକ ତାକୁ ଅନ୍ୟ ପିଲାଙ୍କ ଠାରୁ ଭିନ୍ନ କରିଛି । କୈଶୋର ଜୀବନର ଏକ ସ୍ପର୍ଶକାତର ଅବସ୍ଥା । ଏହି ସମୟରେ ପିଲାମାନଙ୍କ ଶାରୀରିକ ଓ ମାନସିକ ପରିବର୍ତ୍ତନ ଘଟେ । ସେମାନେ ନୂଆ କଥା ଜାଣିବାକୁ ଆଗ୍ରହୀ ହୁଅନ୍ତି । ଏହି ସମୟରେ ଅଭିଭାବକଙ୍କ ଭୂମିକା ଅତ୍ୟନ୍ତ ଗୁରୁତ୍ୱପୂର୍ଣ୍ଣ । ପିଲାଙ୍କ ସହ ବନ୍ଧୁତ୍ୱପୂର୍ଣ୍ଣ ସମ୍ପର୍କ ରଖିବା ଦରକାର । ସେମାନଙ୍କ ସମସ୍ୟା ଧୈର୍ଯ୍ୟର ସହ ଶୁଣିବା ଉଚିତ । ପାରିବାରିକ ପରିବେଶ ସୁସ୍ଥ ନ ହେଲେ ପିଲାମାନେ ବିପଥଗାମୀ ହୁଅନ୍ତି । ଗଣମାଧ୍ୟମ ଓ ଇଣ୍ଟରନେଟର ପ୍ରଭାବ ଆଜି ପିଲାଙ୍କ ଉପରେ ବେଶି । ଭଲ ମନ୍ଦ ବିଚାର କରିବାର କ୍ଷମତା ପିଲାଙ୍କ ମଧ୍ୟରେ ସୃଷ୍ଟି କରିବା ଆବଶ୍ୟକ । ବିଦ୍ୟାଳୟରେ ଶିକ୍ଷକମାନେ ମଧ୍ୟ ଏ ଦିଗରେ ସହାୟକ ହୋଇପାରିବେ । ନୈତିକ ଶିକ୍ଷା ପାଠ୍ୟକ୍ରମର ଅଂଶ ହେବା ଦରକାର । କୈଶୋରରେ ଗଢ଼ା ଯାଇଥିବା ଚରିତ୍ର ହିଁ ଭବିଷ୍ୟତ ଜୀବନର ଭିତ୍ତି । (8, 1561, 348, 1783)
sudoku-cell[interactable]: 3 (1393, 1563, 1428, 1602)
print-mark-gray (92, 2314, 110, 2328)
solution-cell: 5 (1421, 2072, 1440, 2089)
article2-byline: ଶିବରାମ ଶତପଥୀ (10, 742, 166, 770)
sudoku-cell[interactable] (1254, 1678, 1289, 1717)
solution-cell: 3 (1403, 2023, 1421, 2040)
solution-cell: 6 (1403, 2007, 1421, 2023)
sudoku-cell[interactable]: 6 (1254, 1563, 1289, 1602)
sudoku-cell[interactable] (1393, 1602, 1428, 1640)
sudoku-cell[interactable] (1393, 1793, 1428, 1832)
contact-note: advertisements, commercial queries) (1224, 1285, 1438, 1301)
sudoku-cell[interactable] (1323, 1678, 1358, 1717)
solution-cell: 8 (1348, 2007, 1366, 2023)
sudoku-cell[interactable] (1185, 1602, 1220, 1640)
solution-cell: 5 (1384, 2007, 1403, 2023)
letter1-title: ମଧ୍ୟାହ୍ନଭୋଜନରେ ଅବ୍ୟବସ୍ଥା (1216, 742, 1446, 764)
article1-col0: ଏକବିଂଶ ଶତାବ୍ଦୀରେ କଥା କଥାକେ ଲୋକେ ନାରୀଙ୍କୁ ସମ୍ମାନ କରିବାକୁ ଏପ୍ରକାର ନାରା ଦିଅନ୍ତି । ଓଡ଼ିଶା ସମେତ ଦେଶର ବିଭିନ୍ନ ପ୍ରାନ୍ତରେ ନାରୀ ନିର୍ଯ୍ୟାତନାର ଘଟଣା ଦିନକୁ ଦିନ ବଢ଼ିଚାଲିଛି । ପ୍ରତିଦିନ ଖବରକାଗଜ ଖୋଲିଲେ ଏପରି ଘଟଣା ଦେଖିବାକୁ ମିଳୁଛି । ମହିଳାମାନଙ୍କ ସୁରକ୍ଷା ପାଇଁ ଆଇନ ରହିଛି, କିନ୍ତୁ ଏହାର କାର୍ଯ୍ୟକାରିତା ପ୍ରଶ୍ନବାଚୀ । ସମାଜର ମାନସିକତାରେ ପରିବର୍ତ୍ତନ ନ ଆସିଲେ ଏ ସମସ୍ୟାର ସମାଧାନ ସମ୍ଭବ ନୁହେଁ । ପରିବାରରୁ ହିଁ ଶିକ୍ଷା ଆରମ୍ଭ ହେବା ଦରକାର । ପୁଅ ଓ ଝିଅ ମଧ୍ୟରେ ଭେଦଭାବ ଦୂର ହେଲେ ସମାଜ ସୁସ୍ଥ ହେବ । ଗାଁ ଗହଳିରେ ଆଜି ବି ଝିଅମାନେ ଶିକ୍ଷାରୁ ବଞ୍ଚିତ । ସରକାରୀ ଯୋଜନାଗୁଡ଼ିକ ସେମାନଙ୍କ ପାଖରେ ପହଞ୍ଚିପାରୁନି । ପୋଲିସ ପ୍ରଶାସନ ଅଧିକ ସଂବେଦନଶୀଳ ହେବା ଦରକାର । ଫାଷ୍ଟଟ୍ରାକ କୋର୍ଟ ଜରିଆରେ ଦ୍ରୁତ ବିଚାର ହେଲେ ଅପରାଧୀମାନଙ୍କ ମନରେ ଭୟ ସୃଷ୍ଟି ହେବ । ଗଣମାଧ୍ୟମ ମଧ୍ୟ ଏ ଦିଗରେ ସଚେତନତା ସୃଷ୍ଟି କରିପାରିବ । (8, 297, 328, 536)
solution-cell: 4 (1476, 2039, 1495, 2056)
solution-cell: 3 (1476, 2007, 1495, 2023)
solution-cell: 9 (1403, 1941, 1421, 1958)
article3-col2: ସେତେବେଳେ ତା'ର ବୟସ କେବଳ ଚଉଦ ବର୍ଷ । ସେ ଗୁରୁଜନଙ୍କ ପାଖରୁ ଅନେକ କଥା ଶିଖିଥିଲା । ପିତାମାତାଙ୍କ ପ୍ରତି ଶ୍ରଦ୍ଧା, ଗୁରୁଜନଙ୍କ ପ୍ରତି ସମ୍ମାନ ତା'ର ସ୍ୱଭାବର ଅଙ୍ଗ ଥିଲା । କିନ୍ତୁ ସାଙ୍ଗସାଥୀଙ୍କ ପ୍ରଭାବରେ ସେ କିଛି ଦିନ ପାଇଁ ବାଟବଣା ହୋଇଥିଲା । ଖରାପ ସଙ୍ଗ ମଣିଷକୁ ଅଧୋଗତି ଆଡ଼କୁ ନେଇଯାଏ । ଏହି ସମୟରେ ତା'ର ପିତାଙ୍କ ସତର୍କତା ତାକୁ ଠିକ୍ ରାସ୍ତାକୁ ଫେରାଇଆଣିଲା । ପିଲାଙ୍କ ଉପରେ ନଜର ରଖିବା ଅର୍ଥ ସେମାନଙ୍କ ସ୍ୱାଧୀନତା ଛଡ଼ାଇନେବା ନୁହେଁ । ବରଂ ସେମାନଙ୍କୁ ଠିକ୍ ବାଟ ଦେଖାଇବା । ଅଭିଭାବକମାନେ ପିଲାଙ୍କ ପାଇଁ ସମୟ ଦେବା ଦରକାର । ଆଜିର ବ୍ୟସ୍ତ ଜୀବନରେ ଏହା କମୁଛି । (360, 1581, 744, 1717)
poem-box (8, 6, 218, 224)
poem-line: କେତେ ଓ ତାରାଙ୍କୁ, ଲୋଡେ କୋଟି ! (25, 120, 180, 134)
poem-line: ଚାହିଁଛ ବିଭାସେ (25, 104, 85, 118)
article3-byline: ବୈକୁଣ୍ଠନାଥ ମିଶ୍ର (10, 1506, 190, 1534)
top-quote-text: କବିମାନେ ମୃତ୍ୟୁ ଓ ବାହ୍ୟ ଦୁଃଖକଷ୍ଟକୁ ସୁନ୍ଦରତର କରି ଦେଖନ୍ତି । କିନ୍ତୁ ବାସ୍ତବରେ ଜୀବନ ଓ ପ୍ରକୃତି ଏକ ସତ୍ୟ ଘଟଣା ଓ ଏହାକୁ ଦେଖିବାର ନୂଆ ଦୃଷ୍ଟି ମଣିଷକୁ ମିଳେ । (351, 13, 897, 40)
india-map-icon (248, 232, 308, 288)
